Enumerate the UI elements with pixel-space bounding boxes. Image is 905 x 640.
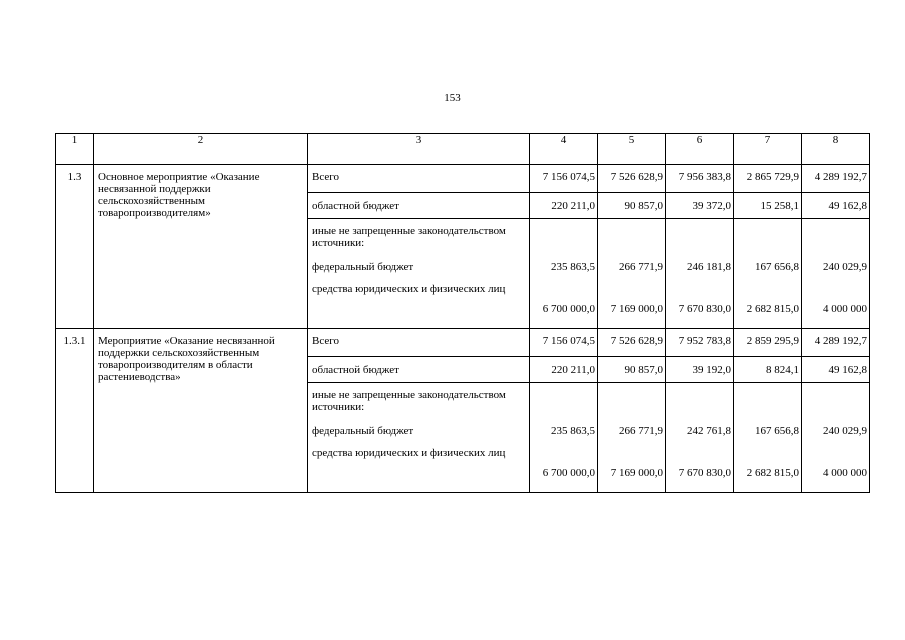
value-cell: 7 156 074,5 bbox=[530, 165, 598, 193]
federal-value: 235 863,5 bbox=[551, 261, 595, 273]
value-cell: 4 289 192,7 bbox=[802, 165, 870, 193]
legal-value: 4 000 000 bbox=[823, 467, 867, 479]
value-cell bbox=[530, 219, 598, 329]
value-cell: 7 952 783,8 bbox=[666, 329, 734, 357]
header-cell-8: 8 bbox=[802, 134, 870, 165]
value-cell: 2 865 729,9 bbox=[734, 165, 802, 193]
legal-value: 4 000 000 bbox=[823, 303, 867, 315]
legal-value: 2 682 815,0 bbox=[746, 303, 799, 315]
source-label-all: Всего bbox=[308, 165, 530, 193]
section-name: Основное мероприятие «Оказание несвязанной поддержки сельскохозяйственным товаропроизводителям» bbox=[94, 165, 308, 329]
value-cell bbox=[666, 383, 734, 493]
source-label-other bbox=[308, 383, 530, 493]
header-cell-1: 1 bbox=[56, 134, 94, 165]
federal-value: 235 863,5 bbox=[551, 425, 595, 437]
value-cell: 39 192,0 bbox=[666, 357, 734, 383]
table-row bbox=[56, 329, 870, 357]
value-cell: 7 526 628,9 bbox=[598, 165, 666, 193]
source-label-all: Всего bbox=[308, 329, 530, 357]
value-cell: 90 857,0 bbox=[598, 193, 666, 219]
budget-table bbox=[55, 133, 870, 493]
header-cell-4: 4 bbox=[530, 134, 598, 165]
value-cell: 15 258,1 bbox=[734, 193, 802, 219]
header-row bbox=[56, 134, 870, 165]
legal-value: 7 169 000,0 bbox=[610, 303, 663, 315]
other-sources-title: иные не запрещенные законодательством источники: bbox=[312, 225, 506, 249]
value-cell bbox=[802, 383, 870, 493]
legal-value: 6 700 000,0 bbox=[542, 467, 595, 479]
value-cell: 220 211,0 bbox=[530, 193, 598, 219]
source-label-legal: средства юридических и физических лиц bbox=[312, 283, 506, 295]
value-cell: 7 956 383,8 bbox=[666, 165, 734, 193]
legal-value: 2 682 815,0 bbox=[746, 467, 799, 479]
value-cell: 4 289 192,7 bbox=[802, 329, 870, 357]
legal-value: 6 700 000,0 bbox=[542, 303, 595, 315]
value-cell: 90 857,0 bbox=[598, 357, 666, 383]
value-cell: 49 162,8 bbox=[802, 357, 870, 383]
header-cell-2: 2 bbox=[94, 134, 308, 165]
federal-value: 266 771,9 bbox=[619, 261, 663, 273]
federal-value: 242 761,8 bbox=[687, 425, 731, 437]
value-cell: 220 211,0 bbox=[530, 357, 598, 383]
federal-value: 266 771,9 bbox=[619, 425, 663, 437]
value-cell bbox=[802, 219, 870, 329]
value-cell: 2 859 295,9 bbox=[734, 329, 802, 357]
other-sources-title: иные не запрещенные законодательством источники: bbox=[312, 389, 506, 413]
federal-value: 246 181,8 bbox=[687, 261, 731, 273]
legal-value: 7 169 000,0 bbox=[610, 467, 663, 479]
header-cell-3: 3 bbox=[308, 134, 530, 165]
value-cell bbox=[734, 219, 802, 329]
value-cell: 49 162,8 bbox=[802, 193, 870, 219]
value-cell: 7 526 628,9 bbox=[598, 329, 666, 357]
source-label-regional: областной бюджет bbox=[308, 357, 530, 383]
section-name: Мероприятие «Оказание несвязанной поддержки сельскохозяйственным товаропроизводителям в области растениеводства» bbox=[94, 329, 308, 493]
section-code: 1.3.1 bbox=[56, 329, 94, 493]
source-label-federal: федеральный бюджет bbox=[312, 425, 414, 437]
value-cell bbox=[666, 219, 734, 329]
federal-value: 167 656,8 bbox=[755, 261, 799, 273]
legal-value: 7 670 830,0 bbox=[678, 467, 731, 479]
header-cell-7: 7 bbox=[734, 134, 802, 165]
section-code: 1.3 bbox=[56, 165, 94, 329]
header-cell-5: 5 bbox=[598, 134, 666, 165]
value-cell bbox=[530, 383, 598, 493]
value-cell bbox=[598, 219, 666, 329]
value-cell bbox=[598, 383, 666, 493]
value-cell: 39 372,0 bbox=[666, 193, 734, 219]
federal-value: 240 029,9 bbox=[823, 261, 867, 273]
federal-value: 167 656,8 bbox=[755, 425, 799, 437]
table-row bbox=[56, 165, 870, 193]
federal-value: 240 029,9 bbox=[823, 425, 867, 437]
source-label-other bbox=[308, 219, 530, 329]
value-cell: 7 156 074,5 bbox=[530, 329, 598, 357]
page-number: 153 bbox=[444, 92, 461, 104]
source-label-regional: областной бюджет bbox=[308, 193, 530, 219]
value-cell: 8 824,1 bbox=[734, 357, 802, 383]
legal-value: 7 670 830,0 bbox=[678, 303, 731, 315]
header-cell-6: 6 bbox=[666, 134, 734, 165]
source-label-legal: средства юридических и физических лиц bbox=[312, 447, 506, 459]
source-label-federal: федеральный бюджет bbox=[312, 261, 414, 273]
value-cell bbox=[734, 383, 802, 493]
